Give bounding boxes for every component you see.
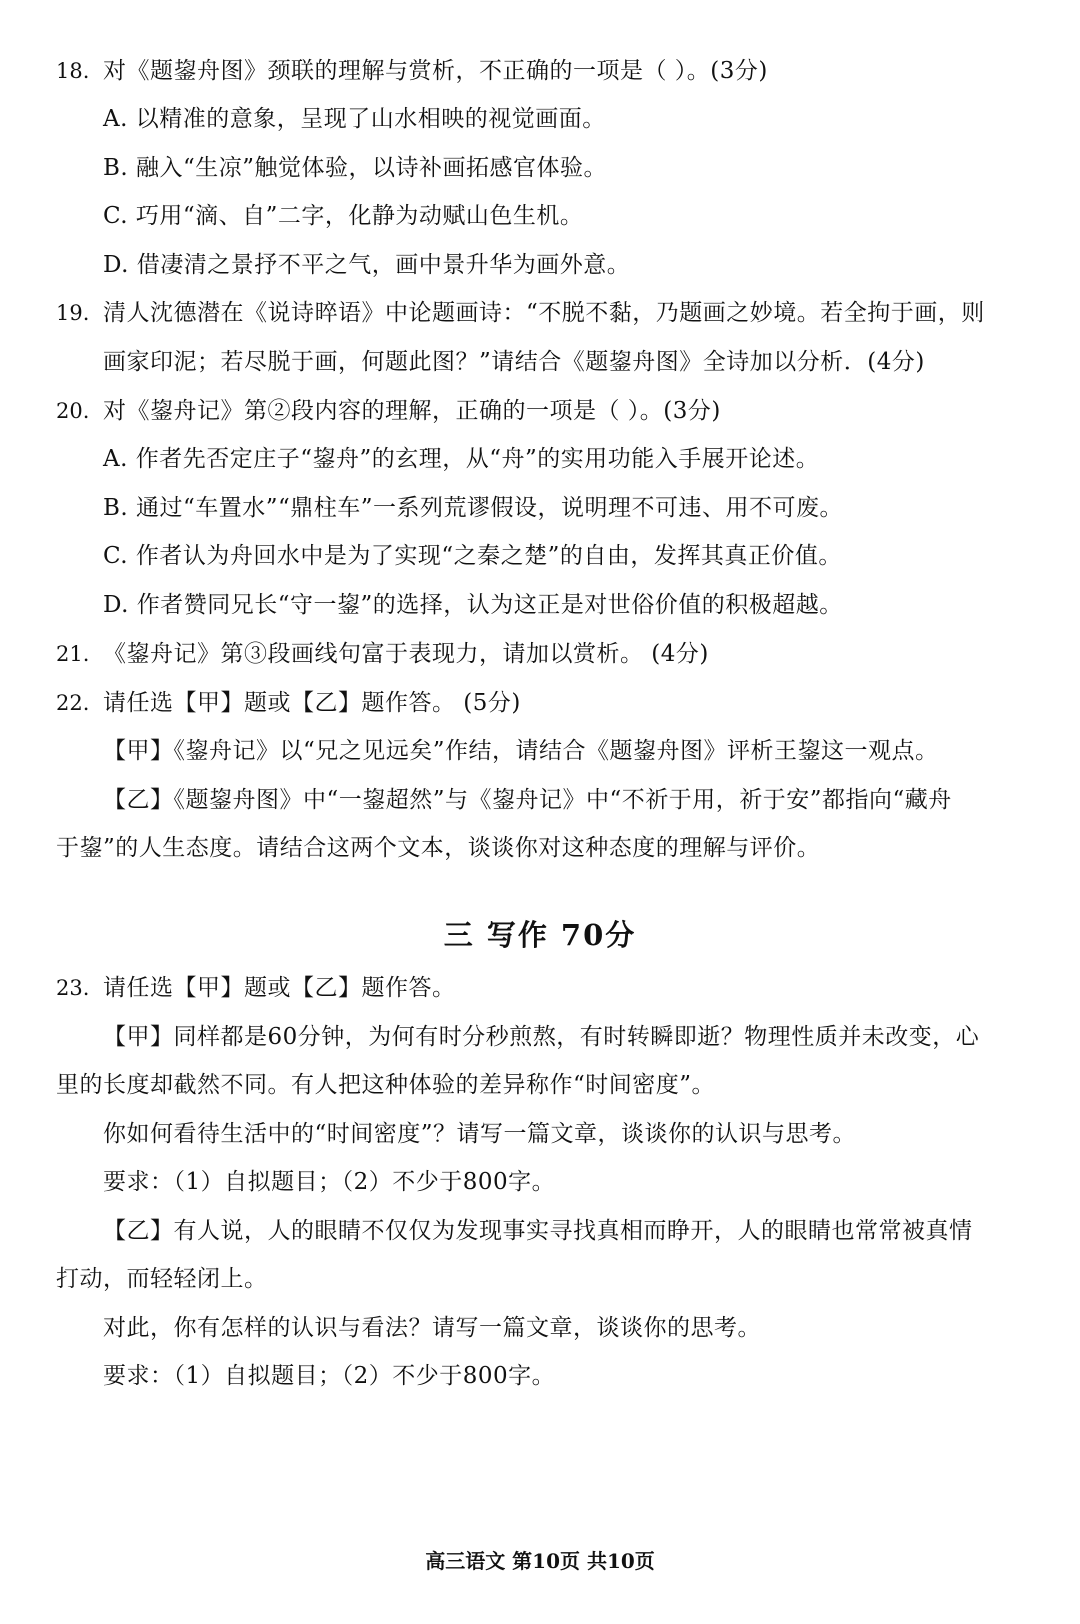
- q18-option-a: A. 以精准的意象，呈现了山水相映的视觉画面。: [103, 106, 606, 132]
- q23-stem: 请任选【甲】题或【乙】题作答。: [103, 975, 456, 1001]
- q22-option-yi-line1: 【乙】《题鋆舟图》中“一鋆超然”与《鋆舟记》中“不祈于用，祈于安”都指向“藏舟: [103, 787, 952, 813]
- q23-number: 23.: [56, 976, 90, 1000]
- q19-line2: 画家印泥；若尽脱于画，何题此图？”请结合《题鋆舟图》全诗加以分析．(4分): [103, 349, 925, 375]
- q23-jia-requirements: 要求：（1）自拟题目；（2）不少于800字。: [103, 1169, 556, 1195]
- q20-number: 20.: [56, 399, 90, 423]
- q23-jia-line1: 【甲】同样都是60分钟，为何有时分秒煎熬，有时转瞬即逝？物理性质并未改变，心: [103, 1024, 980, 1050]
- q18-stem: 对《题鋆舟图》颈联的理解与赏析，不正确的一项是（ ）。(3分): [103, 58, 768, 84]
- q23-yi-requirements: 要求：（1）自拟题目；（2）不少于800字。: [103, 1363, 556, 1389]
- q20-option-c: C. 作者认为舟回水中是为了实现“之秦之楚”的自由，发挥其真正价值。: [103, 543, 842, 569]
- page-footer: 高三语文 第10页 共10页: [425, 1549, 655, 1573]
- q23-jia-prompt: 你如何看待生活中的“时间密度”？请写一篇文章，谈谈你的认识与思考。: [103, 1121, 857, 1147]
- q19-line1: 清人沈德潜在《说诗晬语》中论题画诗：“不脱不黏，乃题画之妙境。若全拘于画，则: [103, 300, 985, 326]
- q21-number: 21.: [56, 642, 90, 666]
- q23-yi-prompt: 对此，你有怎样的认识与看法？请写一篇文章，谈谈你的思考。: [103, 1315, 761, 1341]
- q18-option-b: B. 融入“生凉”触觉体验，以诗补画拓感官体验。: [103, 155, 608, 181]
- q20-option-a: A. 作者先否定庄子“鋆舟”的玄理，从“舟”的实用功能入手展开论述。: [103, 446, 820, 472]
- q21-text: 《鋆舟记》第③段画线句富于表现力，请加以赏析。 (4分): [103, 641, 709, 667]
- q19-number: 19.: [56, 301, 90, 325]
- q20-stem: 对《鋆舟记》第②段内容的理解，正确的一项是（ ）。(3分): [103, 398, 721, 424]
- q22-option-jia: 【甲】《鋆舟记》以“兄之见远矣”作结，请结合《题鋆舟图》评析王鋆这一观点。: [103, 738, 939, 764]
- q23-yi-line1: 【乙】有人说，人的眼睛不仅仅为发现事实寻找真相而睁开，人的眼睛也常常被真情: [103, 1218, 973, 1244]
- q22-number: 22.: [56, 691, 90, 715]
- q23-jia-line2: 里的长度却截然不同。有人把这种体验的差异称作“时间密度”。: [56, 1072, 716, 1098]
- q18-option-d: D. 借凄清之景抒不平之气，画中景升华为画外意。: [103, 252, 631, 278]
- q22-option-yi-line2: 于鋆”的人生态度。请结合这两个文本，谈谈你对这种态度的理解与评价。: [56, 835, 821, 861]
- q22-stem: 请任选【甲】题或【乙】题作答。 (5分): [103, 690, 521, 716]
- section-title-writing: 三 写作 70分: [443, 918, 637, 952]
- q23-yi-line2: 打动，而轻轻闭上。: [56, 1266, 268, 1292]
- q20-option-b: B. 通过“车置水”“鼎柱车”一系列荒谬假设，说明理不可违、用不可废。: [103, 495, 844, 521]
- q18-option-c: C. 巧用“滴、自”二字，化静为动赋山色生机。: [103, 203, 584, 229]
- q20-option-d: D. 作者赞同兄长“守一鋆”的选择，认为这正是对世俗价值的积极超越。: [103, 592, 843, 618]
- q18-number: 18.: [56, 59, 90, 83]
